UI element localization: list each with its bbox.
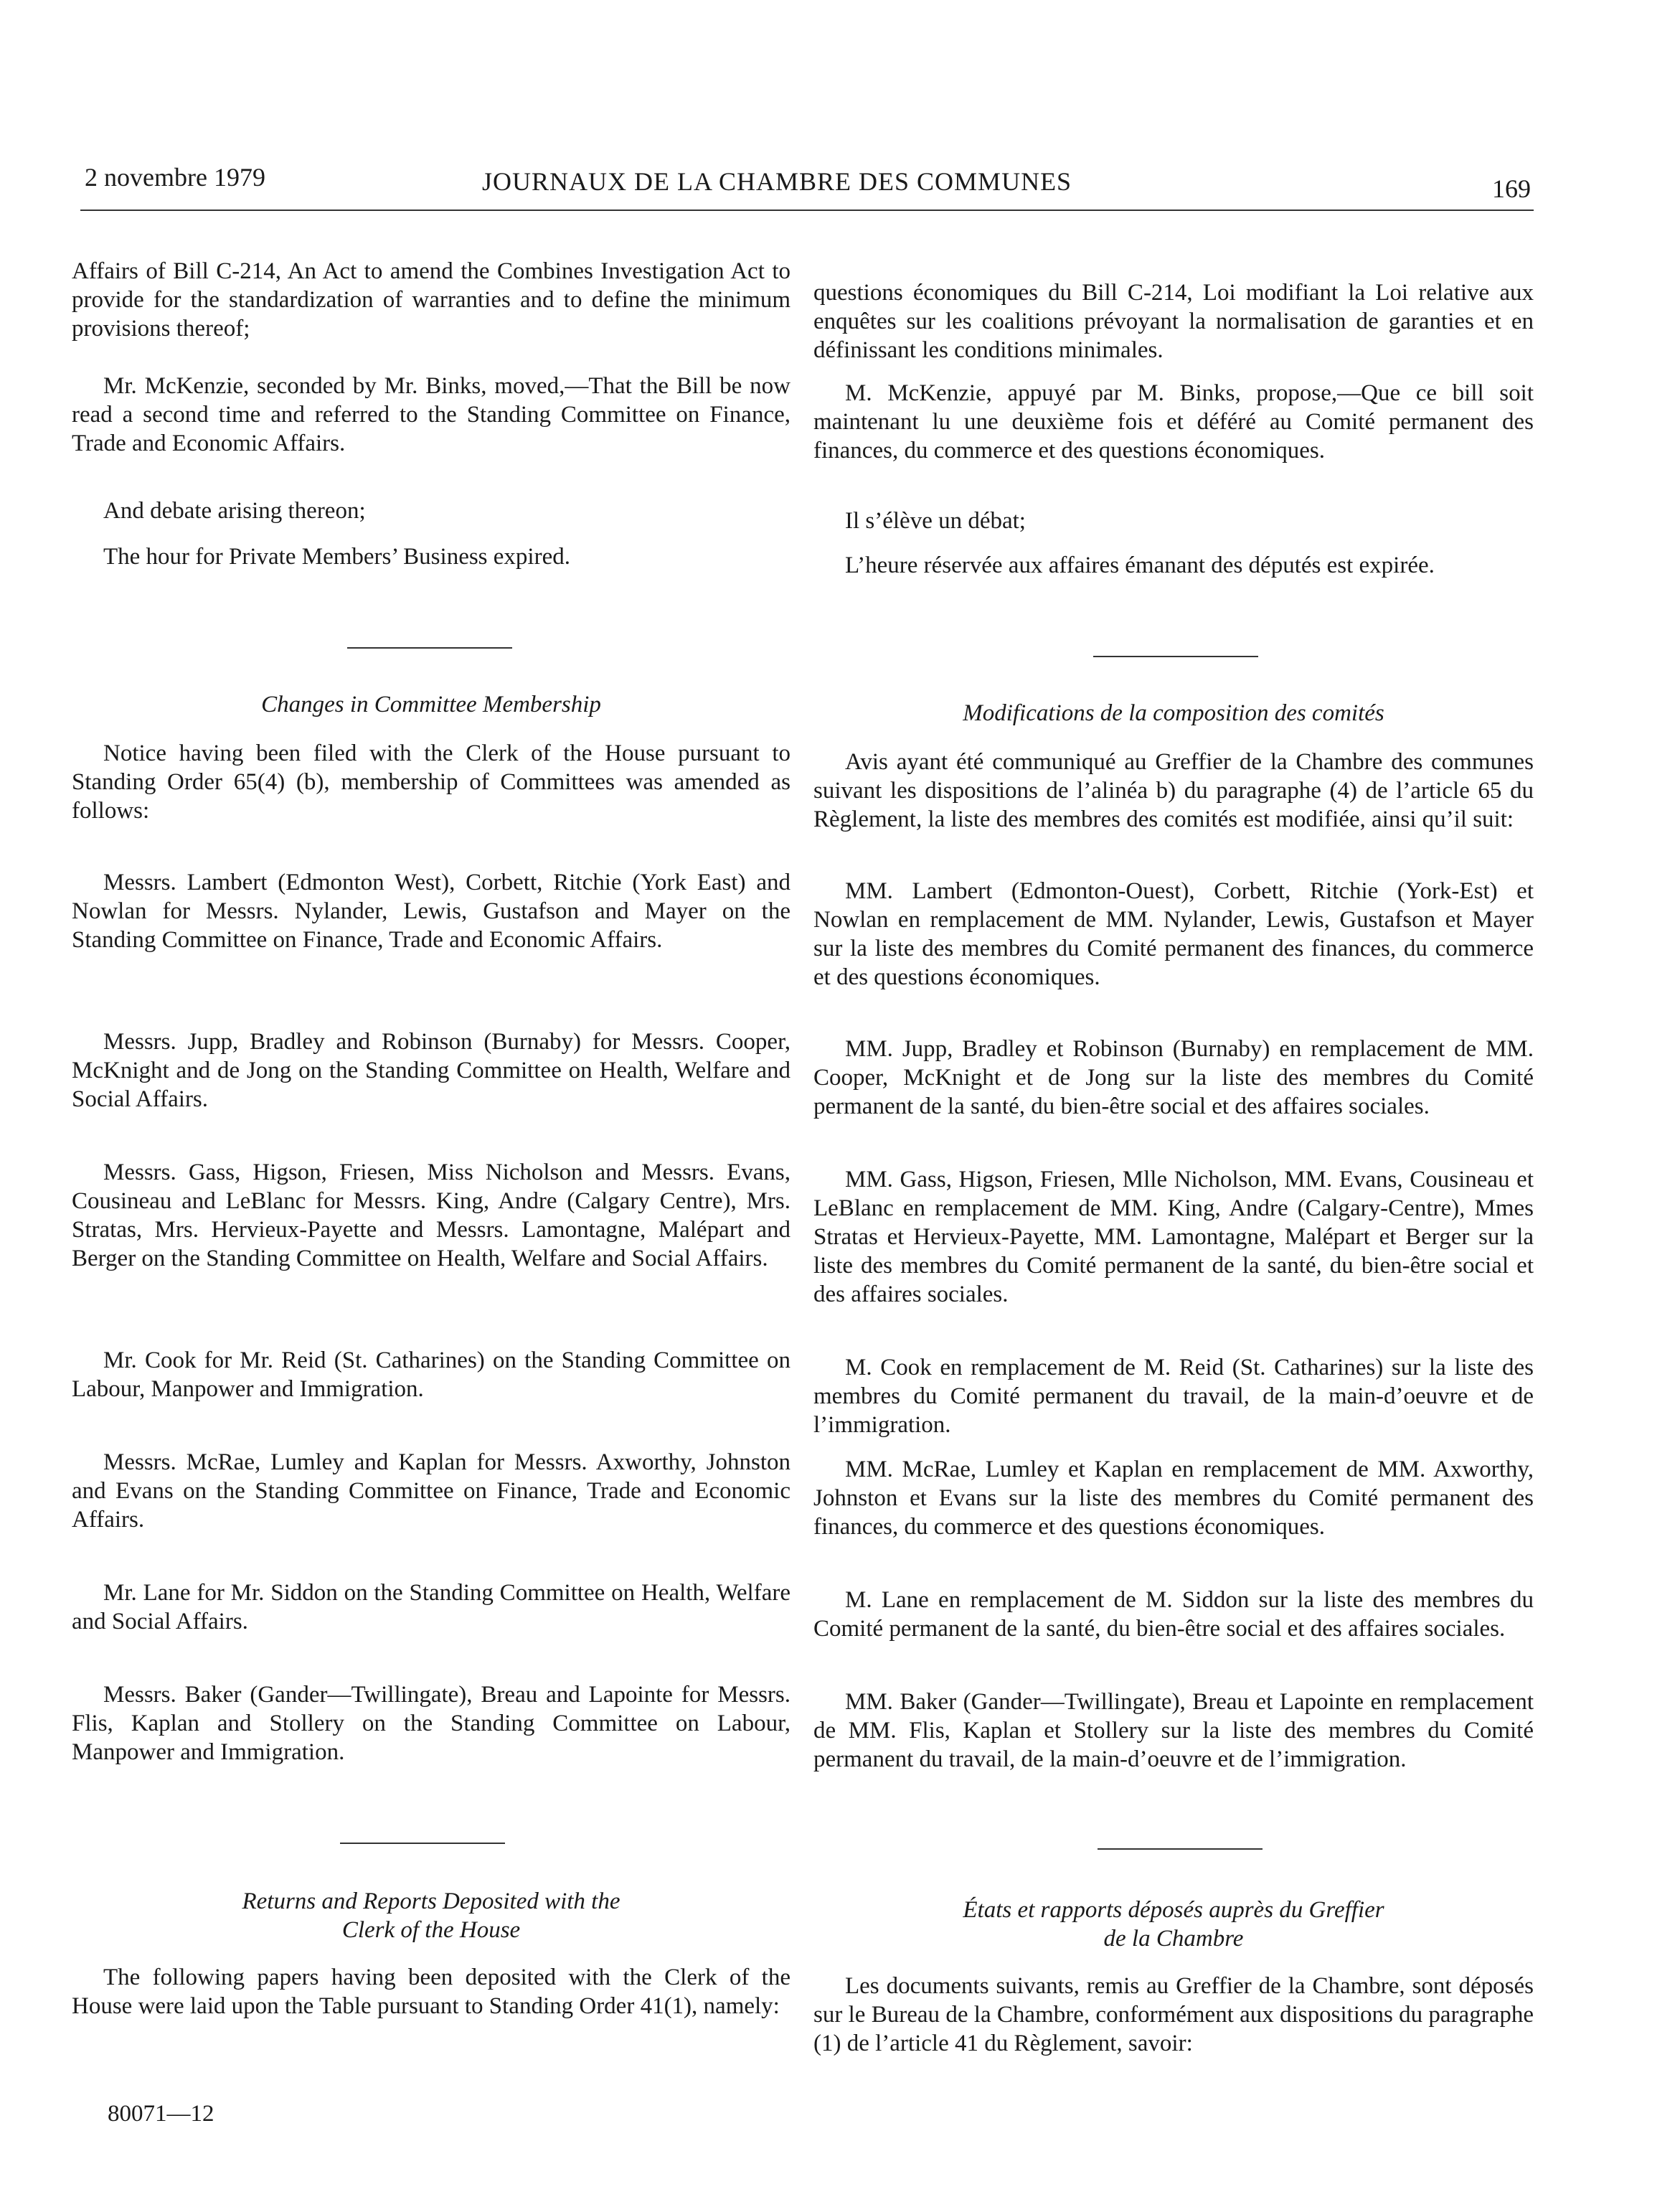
fr-paragraph-membership-6: M. Lane en remplacement de M. Siddon sur la liste des membres du Comité permanent de la santé, du bien-être social et des affaires sociales.: [813, 1587, 1534, 1642]
page-header: [80, 159, 1534, 211]
fr-paragraph-membership-7: MM. Baker (Gander—Twillingate), Breau et Lapointe en remplacement de MM. Flis, Kaplan et Stollery sur la liste des membres du Comité permanent du travail, de la main-d’oeuvre et de l’immigration.: [813, 1689, 1534, 1772]
en-paragraph-hour-expired: The hour for Private Members’ Business expired.: [103, 544, 570, 570]
section-divider: [340, 1843, 505, 1844]
fr-paragraph-membership-2: MM. Jupp, Bradley et Robinson (Burnaby) en remplacement de MM. Cooper, McKnight et de Jong sur la liste des membres du Comité permanent de la santé, du bien-être social et des affaires sociales.: [813, 1036, 1534, 1119]
en-paragraph-motion: Mr. McKenzie, seconded by Mr. Binks, moved,—That the Bill be now read a second time and referred to the Standing Committee on Finance, Trade and Economic Affairs.: [72, 373, 791, 456]
en-paragraph-membership-2: Messrs. Jupp, Bradley and Robinson (Burnaby) for Messrs. Cooper, McKnight and de Jong on the Standing Committee on Health, Welfare and Social Affairs.: [72, 1029, 791, 1112]
en-heading-committee-changes: Changes in Committee Membership: [261, 692, 601, 717]
fr-paragraph-membership-1: MM. Lambert (Edmonton-Ouest), Corbett, Ritchie (York-Est) et Nowlan en remplacement de MM. Nylander, Lewis, Gustafson et Mayer sur la liste des membres du Comité permanent des finances, du commerce et des questions économiques.: [813, 878, 1534, 990]
header-title: JOURNAUX DE LA CHAMBRE DES COMMUNES: [482, 167, 1072, 196]
en-heading-returns-line2: Clerk of the House: [341, 1917, 521, 1943]
en-paragraph-membership-6: Mr. Lane for Mr. Siddon on the Standing Committee on Health, Welfare and Social Affairs.: [72, 1580, 791, 1634]
fr-paragraph-membership-5: MM. McRae, Lumley et Kaplan en remplacement de MM. Axworthy, Johnston et Evans sur la liste des membres du Comité permanent des finances, du commerce et des questions économiques.: [813, 1457, 1534, 1540]
en-paragraph-debate: And debate arising thereon;: [103, 498, 366, 524]
section-divider: [1098, 1848, 1263, 1850]
fr-heading-returns-line1: États et rapports déposés auprès du Greffier: [963, 1897, 1384, 1923]
fr-paragraph-hour-expired: L’heure réservée aux affaires émanant des députés est expirée.: [845, 552, 1435, 578]
en-paragraph-membership-7: Messrs. Baker (Gander—Twillingate), Breau and Lapointe for Messrs. Flis, Kaplan and Stollery on the Standing Committee on Labour, Manpower and Immigration.: [72, 1682, 791, 1765]
en-paragraph-returns: The following papers having been deposited with the Clerk of the House were laid upon the Table pursuant to Standing Order 41(1), namely:: [72, 1965, 791, 2019]
en-paragraph-membership-5: Messrs. McRae, Lumley and Kaplan for Messrs. Axworthy, Johnston and Evans on the Standing Committee on Finance, Trade and Economic Affairs.: [72, 1449, 791, 1533]
en-paragraph-membership-4: Mr. Cook for Mr. Reid (St. Catharines) on the Standing Committee on Labour, Manpower and Immigration.: [72, 1347, 791, 1402]
header-date: 2 novembre 1979: [85, 163, 265, 192]
fr-paragraph-membership-4: M. Cook en remplacement de M. Reid (St. Catharines) sur la liste des membres du Comité permanent du travail, de la main-d’oeuvre et de l’immigration.: [813, 1355, 1534, 1438]
fr-paragraph-bill: questions économiques du Bill C-214, Loi modifiant la Loi relative aux enquêtes sur les coalitions prévoyant la normalisation de garanties et en définissant les conditions minimales.: [813, 280, 1534, 363]
fr-paragraph-notice: Avis ayant été communiqué au Greffier de la Chambre des communes suivant les dispositions de l’alinéa b) du paragraphe (4) de l’article 65 du Règlement, la liste des membres des comités est modifiée, ainsi qu’il suit:: [813, 749, 1534, 832]
fr-paragraph-membership-3: MM. Gass, Higson, Friesen, Mlle Nicholson, MM. Evans, Cousineau et LeBlanc en remplacement de MM. King, Andre (Calgary-Centre), Mmes Stratas et Hervieux-Payette, MM. Lamontagne, Malépart et Berger sur la liste des membres du Comité permanent de la santé, du bien-être social et des affaires sociales.: [813, 1167, 1534, 1307]
fr-paragraph-debate: Il s’élève un débat;: [845, 508, 1026, 534]
section-divider: [347, 647, 512, 649]
fr-heading-committee-changes: Modifications de la composition des comités: [963, 700, 1384, 726]
page-number: 169: [1492, 174, 1531, 203]
en-paragraph-membership-1: Messrs. Lambert (Edmonton West), Corbett, Ritchie (York East) and Nowlan for Messrs. Nylander, Lewis, Gustafson and Mayer on the Standing Committee on Finance, Trade and Economic Affairs.: [72, 870, 791, 953]
section-divider: [1093, 656, 1258, 657]
en-paragraph-membership-3: Messrs. Gass, Higson, Friesen, Miss Nicholson and Messrs. Evans, Cousineau and LeBlanc for Messrs. King, Andre (Calgary Centre), Mrs. Stratas, Mrs. Hervieux-Payette and Messrs. Lamontagne, Malépart and Berger on the Standing Committee on Health, Welfare and Social Affairs.: [72, 1159, 791, 1271]
fr-heading-returns-line2: de la Chambre: [1103, 1926, 1244, 1952]
fr-paragraph-motion: M. McKenzie, appuyé par M. Binks, propose,—Que ce bill soit maintenant lu une deuxième fois et déféré au Comité permanent des finances, du commerce et des questions économiques.: [813, 380, 1534, 464]
footer-print-code: 80071—12: [108, 2101, 214, 2127]
en-paragraph-bill: Affairs of Bill C-214, An Act to amend the Combines Investigation Act to provide for the standardization of warranties and to define the minimum provisions thereof;: [72, 258, 791, 342]
en-paragraph-notice: Notice having been filed with the Clerk of the House pursuant to Standing Order 65(4) (b), membership of Committees was amended as follows:: [72, 740, 791, 824]
fr-paragraph-returns: Les documents suivants, remis au Greffier de la Chambre, sont déposés sur le Bureau de la Chambre, conformément aux dispositions du paragraphe (1) de l’article 41 du Règlement, savoir:: [813, 1973, 1534, 2056]
en-heading-returns-line1: Returns and Reports Deposited with the: [242, 1888, 620, 1914]
